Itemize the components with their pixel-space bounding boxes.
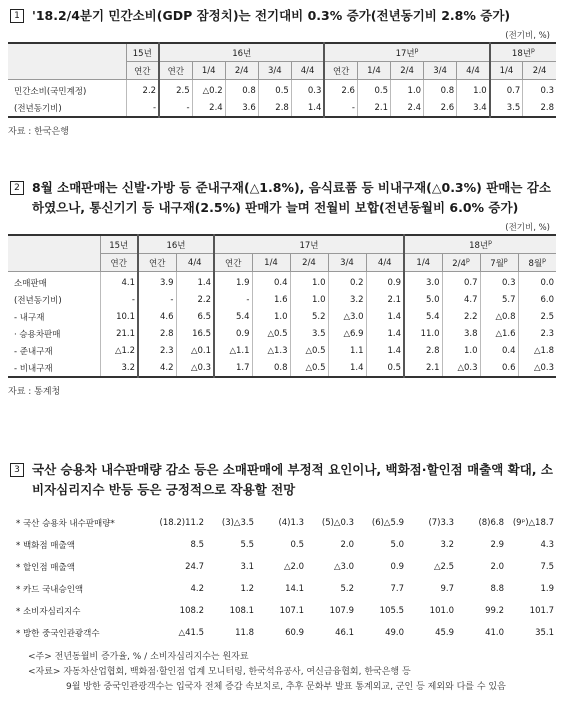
indicator-row xyxy=(8,556,556,578)
table-cell: △1.8 xyxy=(533,345,554,356)
section-2 xyxy=(8,178,556,397)
table-cell: - xyxy=(324,99,357,117)
period-header: 4/4 xyxy=(176,254,214,272)
table-cell: 3.0 xyxy=(404,272,442,292)
indicator-label: * 백화점 매출액 xyxy=(16,541,75,551)
indicator-value: 9.7 xyxy=(440,584,454,594)
table-cell: 16.5 xyxy=(176,325,214,342)
indicator-value: 99.2 xyxy=(485,606,504,616)
row-label: 민간소비(국민계정) xyxy=(8,80,126,100)
period-header: 1/4 xyxy=(490,62,523,80)
table-cell: 0.7 xyxy=(442,272,480,292)
table-row xyxy=(8,291,556,308)
table-cell: △0.3 xyxy=(176,359,214,377)
table-cell: △0.8 xyxy=(480,308,518,325)
table-cell: 2.8 xyxy=(404,342,442,359)
table-row xyxy=(8,99,556,117)
period-header: 7월$^p$ xyxy=(480,254,518,272)
period-header: 연간 xyxy=(138,254,176,272)
corner-header xyxy=(8,235,100,272)
year-header: 17년$^p$ xyxy=(324,43,489,62)
table-cell: 1.0 xyxy=(442,342,480,359)
table-cell: 1.7 xyxy=(214,359,252,377)
table-cell: - xyxy=(138,291,176,308)
indicator-value: 107.9 xyxy=(329,606,354,616)
period-header: 2/4$^p$ xyxy=(442,254,480,272)
table-cell: 1.4 xyxy=(328,359,366,377)
indicator-value: 1.2 xyxy=(240,584,254,594)
period-header: 1/4 xyxy=(404,254,442,272)
table-cell: △0.1 xyxy=(176,342,214,359)
indicator-value: 101.7 xyxy=(529,606,554,616)
source-line: 9월 방한 중국인관광객수는 입국자 전체 증감 속보치로, 추후 문화부 발표 통계외교, 군인 등 제외와 다를 수 있음 xyxy=(66,682,506,692)
table-cell: 6.0 xyxy=(540,294,554,305)
source-note: 자료 : 한국은행 xyxy=(8,127,69,137)
indicator-value: (3)△3.5 xyxy=(221,518,254,528)
section-3-heading xyxy=(8,460,556,500)
table-cell: 1.0 xyxy=(252,308,290,325)
section-3 xyxy=(8,460,556,695)
row-label: - 비내구재 xyxy=(8,359,100,377)
table-row xyxy=(8,80,556,100)
period-header: 연간 xyxy=(100,254,138,272)
table-cell: 1.0 xyxy=(391,80,424,100)
section-2-heading xyxy=(8,178,556,218)
indicator-value: 5.2 xyxy=(340,584,354,594)
table-cell: 0.9 xyxy=(366,272,404,292)
indicator-value: 45.9 xyxy=(435,628,454,638)
table-cell: 1.4 xyxy=(366,342,404,359)
indicator-value: (6)△5.9 xyxy=(371,518,404,528)
row-label: - 준내구재 xyxy=(8,342,100,359)
indicator-label: * 할인점 매출액 xyxy=(16,563,75,573)
year-header: 15년 xyxy=(126,43,159,62)
table-cell: 1.1 xyxy=(328,342,366,359)
indicator-value: △41.5 xyxy=(178,628,204,638)
period-header: 4/4 xyxy=(366,254,404,272)
table-cell: 3.6 xyxy=(225,99,258,117)
indicator-row xyxy=(8,600,556,622)
table-cell: 0.5 xyxy=(357,80,390,100)
indicator-value: 8.8 xyxy=(490,584,504,594)
table-cell: - xyxy=(159,99,192,117)
table-cell: 2.5 xyxy=(159,80,192,100)
table-cell: - xyxy=(126,99,159,117)
table-cell: 0.8 xyxy=(252,359,290,377)
table-cell: 4.2 xyxy=(138,359,176,377)
period-header: 4/4 xyxy=(291,62,324,80)
table-cell: 2.3 xyxy=(138,342,176,359)
table-cell: 21.1 xyxy=(100,325,138,342)
indicator-value: 11.8 xyxy=(235,628,254,638)
indicator-value: 1.9 xyxy=(540,584,554,594)
table-cell: 4.1 xyxy=(100,272,138,292)
table-cell: 5.0 xyxy=(404,291,442,308)
table-cell: 3.5 xyxy=(290,325,328,342)
table-cell: 2.6 xyxy=(324,80,357,100)
indicator-value: 41.0 xyxy=(485,628,504,638)
table-cell: 1.4 xyxy=(366,308,404,325)
period-header: 1/4 xyxy=(192,62,225,80)
period-header: 2/4 xyxy=(290,254,328,272)
indicator-label: * 카드 국내승인액 xyxy=(16,585,84,595)
table-cell: 0.5 xyxy=(366,359,404,377)
indicator-value: 101.0 xyxy=(429,606,454,616)
year-header: 18년$^p$ xyxy=(490,43,556,62)
table-cell: 2.4 xyxy=(391,99,424,117)
indicator-value: 108.1 xyxy=(229,606,254,616)
year-header: 17년 xyxy=(214,235,404,254)
table-cell: 5.4 xyxy=(404,308,442,325)
indicator-value: (8)6.8 xyxy=(478,518,504,528)
note-line: <주> 전년동월비 증가율, % / 소비자심리지수는 원자료 xyxy=(28,652,249,662)
table-cell: △3.0 xyxy=(328,308,366,325)
table-cell: 0.3 xyxy=(480,272,518,292)
table-cell: 3.9 xyxy=(138,272,176,292)
indicator-value: (9ᵖ)△18.7 xyxy=(512,518,554,528)
table-cell: △0.3 xyxy=(442,359,480,377)
unit-label: (전기비, %) xyxy=(505,223,550,233)
indicator-value: 46.1 xyxy=(335,628,354,638)
indicator-value: 24.7 xyxy=(185,562,204,572)
table-cell: 3.2 xyxy=(100,359,138,377)
table-cell: 2.1 xyxy=(357,99,390,117)
indicator-row xyxy=(8,578,556,600)
table-cell: 1.9 xyxy=(214,272,252,292)
indicator-value: 3.1 xyxy=(240,562,254,572)
consumption-table xyxy=(8,42,556,118)
period-header: 3/4 xyxy=(258,62,291,80)
table-cell: 2.6 xyxy=(424,99,457,117)
indicator-value: 108.2 xyxy=(179,606,204,616)
indicator-value: 3.2 xyxy=(440,540,454,550)
indicator-value: 49.0 xyxy=(385,628,404,638)
table-cell: △0.3 xyxy=(533,362,554,373)
table-row xyxy=(8,359,556,377)
indicator-value: 105.5 xyxy=(379,606,404,616)
year-header: 18년$^p$ xyxy=(404,235,556,254)
table-cell: △0.5 xyxy=(290,359,328,377)
table-row xyxy=(8,325,556,342)
indicator-label: * 소비자심리지수 xyxy=(16,607,81,617)
table-cell: 2.8 xyxy=(138,325,176,342)
table-cell: 1.0 xyxy=(290,291,328,308)
table-cell: 0.5 xyxy=(258,80,291,100)
row-label: · 승용차판매 xyxy=(8,325,100,342)
table-cell: 2.1 xyxy=(366,291,404,308)
table-cell: 1.6 xyxy=(252,291,290,308)
period-header: 2/4 xyxy=(523,62,556,80)
period-header: 1/4 xyxy=(357,62,390,80)
indicator-value: 5.0 xyxy=(390,540,404,550)
indicator-value: (4)1.3 xyxy=(278,518,304,528)
source-note: 자료 : 통계청 xyxy=(8,387,61,397)
indicator-row xyxy=(8,534,556,556)
table-cell: 2.2 xyxy=(442,308,480,325)
period-header: 2/4 xyxy=(225,62,258,80)
indicator-value: 5.5 xyxy=(240,540,254,550)
indicator-value: 7.5 xyxy=(540,562,554,572)
table-cell: 2.1 xyxy=(404,359,442,377)
table-cell: 10.1 xyxy=(100,308,138,325)
table-cell: 3.2 xyxy=(328,291,366,308)
corner-header xyxy=(8,43,126,80)
indicator-value: 60.9 xyxy=(285,628,304,638)
table-cell: 5.2 xyxy=(290,308,328,325)
table-cell: △1.3 xyxy=(252,342,290,359)
table-cell: 1.4 xyxy=(291,99,324,117)
indicator-label: * 국산 승용차 내수판매량* xyxy=(16,519,115,529)
table-cell: 0.3 xyxy=(540,85,554,96)
section-number: 2 xyxy=(10,181,24,195)
table-cell: 0.6 xyxy=(480,359,518,377)
indicator-value: 2.0 xyxy=(490,562,504,572)
table-cell: 0.9 xyxy=(214,325,252,342)
table-cell: 0.8 xyxy=(225,80,258,100)
table-cell: 5.4 xyxy=(214,308,252,325)
row-label: 소매판매 xyxy=(8,272,100,292)
year-header: 16년 xyxy=(159,43,324,62)
row-label: (전년동기비) xyxy=(8,291,100,308)
period-header: 4/4 xyxy=(457,62,490,80)
indicator-value: (18.2)11.2 xyxy=(159,518,204,528)
table-cell: 0.7 xyxy=(490,80,523,100)
source-line: <자료> 자동차산업협회, 백화점·할인점 업계 모니터링, 한국석유공사, 여신금융협회, 한국은행 등 xyxy=(28,667,411,677)
indicator-value: △2.5 xyxy=(433,562,454,572)
table-cell: 1.0 xyxy=(290,272,328,292)
table-row xyxy=(8,342,556,359)
period-header: 연간 xyxy=(159,62,192,80)
section-title: 8월 소매판매는 신발·가방 등 준내구재(△1.8%), 음식료품 등 비내구재(△0.3%) 판매는 감소하였으나, 통신기기 등 내구재(2.5%) 판매가 늘며 전월비 보합(전년동월비 6.0% 증가) xyxy=(32,180,551,215)
table-cell: 4.6 xyxy=(138,308,176,325)
table-cell: 3.5 xyxy=(490,99,523,117)
indicator-value: 107.1 xyxy=(279,606,304,616)
indicator-value: (5)△0.3 xyxy=(321,518,354,528)
table-cell: △0.5 xyxy=(252,325,290,342)
table-cell: 6.5 xyxy=(176,308,214,325)
table-cell: △1.2 xyxy=(100,342,138,359)
table-cell: 0.3 xyxy=(291,80,324,100)
retail-sales-table xyxy=(8,234,556,378)
section-1 xyxy=(8,6,556,137)
period-header: 1/4 xyxy=(252,254,290,272)
table-cell: △0.2 xyxy=(192,80,225,100)
period-header: 2/4 xyxy=(391,62,424,80)
row-label: (전년동기비) xyxy=(8,99,126,117)
indicator-value: 2.9 xyxy=(490,540,504,550)
table-cell: - xyxy=(214,291,252,308)
table-cell: 2.8 xyxy=(540,102,554,113)
table-cell: 0.4 xyxy=(480,342,518,359)
indicator-value: △3.0 xyxy=(333,562,354,572)
table-cell: 1.4 xyxy=(176,272,214,292)
indicator-value: 35.1 xyxy=(535,628,554,638)
period-header: 연간 xyxy=(126,62,159,80)
section-1-heading xyxy=(8,6,556,26)
table-cell: 2.3 xyxy=(540,328,554,339)
table-cell: 0.8 xyxy=(424,80,457,100)
table-cell: 0.4 xyxy=(252,272,290,292)
section-number: 3 xyxy=(10,463,24,477)
indicator-table xyxy=(8,512,556,644)
table-cell: 5.7 xyxy=(480,291,518,308)
table-cell: 2.2 xyxy=(176,291,214,308)
table-cell: △1.6 xyxy=(480,325,518,342)
table-cell: 0.2 xyxy=(328,272,366,292)
table-cell: 3.4 xyxy=(457,99,490,117)
table-cell: 1.0 xyxy=(457,80,490,100)
table-cell: 2.8 xyxy=(258,99,291,117)
table-cell: 11.0 xyxy=(404,325,442,342)
table-row xyxy=(8,308,556,325)
table-cell: 0.0 xyxy=(540,277,554,288)
section-title: '18.2/4분기 민간소비(GDP 잠정치)는 전기대비 0.3% 증가(전년동기비 2.8% 증가) xyxy=(32,8,511,23)
indicator-value: 7.7 xyxy=(390,584,404,594)
indicator-row xyxy=(8,622,556,644)
year-header: 15년 xyxy=(100,235,138,254)
table-cell: 2.5 xyxy=(540,311,554,322)
indicator-value: 0.9 xyxy=(390,562,404,572)
table-cell: △1.1 xyxy=(214,342,252,359)
table-cell: 2.4 xyxy=(192,99,225,117)
indicator-label: * 방한 중국인관광객수 xyxy=(16,629,100,639)
table-cell: 1.4 xyxy=(366,325,404,342)
unit-label: (전기비, %) xyxy=(505,31,550,41)
indicator-value: 2.0 xyxy=(340,540,354,550)
indicator-value: 8.5 xyxy=(190,540,204,550)
indicator-value: 14.1 xyxy=(285,584,304,594)
table-cell: - xyxy=(100,291,138,308)
indicator-value: 4.2 xyxy=(190,584,204,594)
table-cell: △0.5 xyxy=(290,342,328,359)
table-row xyxy=(8,272,556,292)
table-cell: △6.9 xyxy=(328,325,366,342)
table-cell: 2.2 xyxy=(126,80,159,100)
period-header: 8월$^p$ xyxy=(518,254,556,272)
period-header: 연간 xyxy=(214,254,252,272)
section-title: 국산 승용차 내수판매량 감소 등은 소매판매에 부정적 요인이나, 백화점·할인점 매출액 확대, 소비자심리지수 반등 등은 긍정적으로 작용할 전망 xyxy=(32,462,553,497)
indicator-value: △2.0 xyxy=(283,562,304,572)
indicator-row xyxy=(8,512,556,534)
indicator-value: 4.3 xyxy=(540,540,554,550)
row-label: - 내구재 xyxy=(8,308,100,325)
table-cell: 3.8 xyxy=(442,325,480,342)
indicator-value: 0.5 xyxy=(290,540,304,550)
year-header: 16년 xyxy=(138,235,214,254)
section-number: 1 xyxy=(10,9,24,23)
period-header: 3/4 xyxy=(424,62,457,80)
period-header: 연간 xyxy=(324,62,357,80)
indicator-value: (7)3.3 xyxy=(428,518,454,528)
period-header: 3/4 xyxy=(328,254,366,272)
table-cell: 4.7 xyxy=(442,291,480,308)
